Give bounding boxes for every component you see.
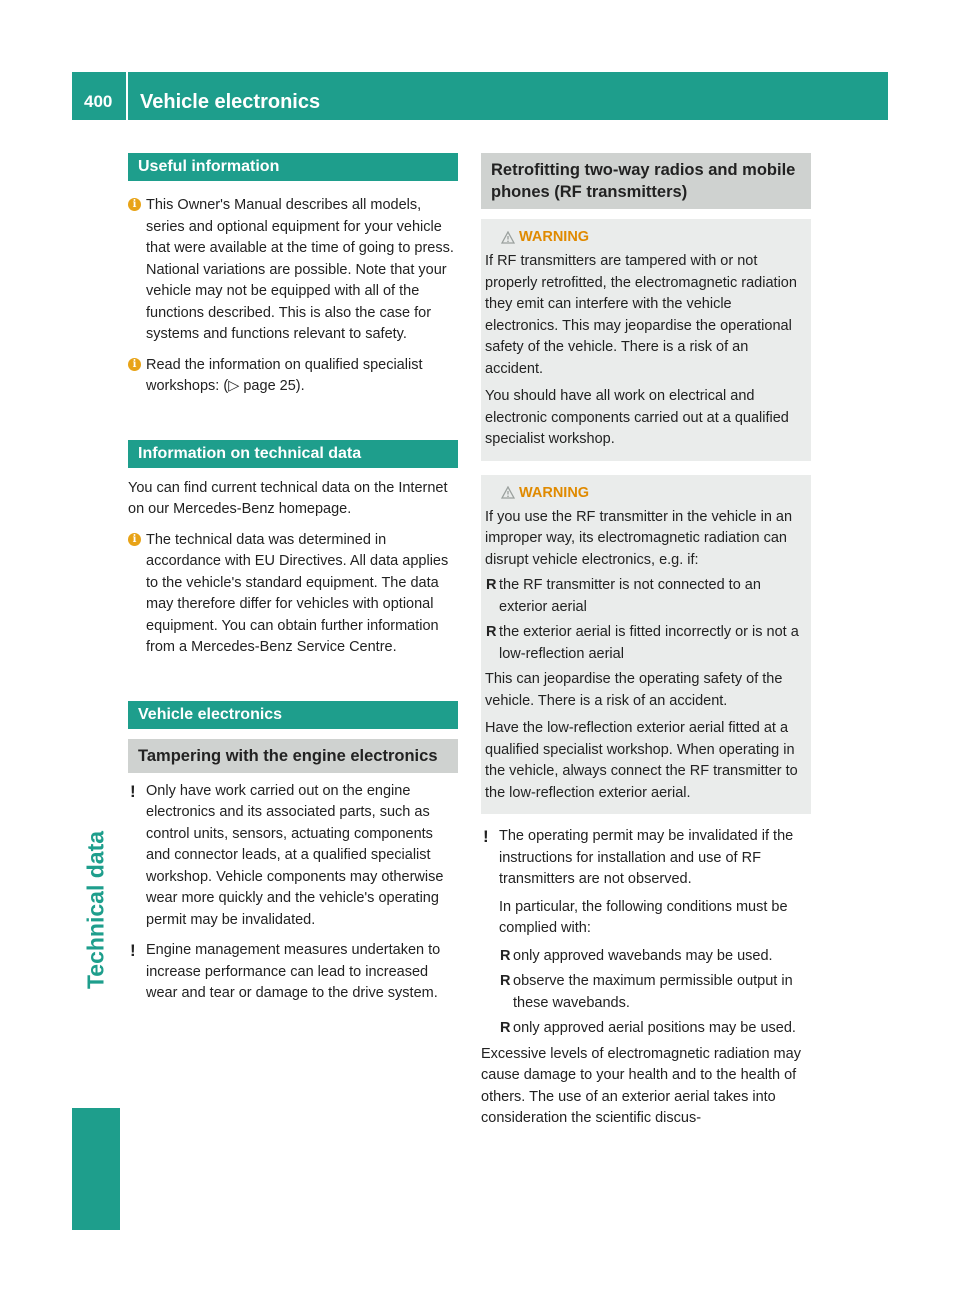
bullet-icon: R bbox=[500, 1020, 511, 1036]
bullet-icon: R bbox=[486, 577, 497, 593]
warning-triangle-icon bbox=[501, 231, 515, 244]
list-item bbox=[485, 575, 803, 618]
section-heading-vehicle-electronics: Vehicle electronics bbox=[128, 701, 458, 729]
info-note-text: Read the information on qualified specialist workshops: (▷ page 25). bbox=[146, 356, 423, 394]
page-number: 400 bbox=[84, 92, 113, 111]
info-icon: i bbox=[128, 198, 141, 211]
sidebar-section-label bbox=[76, 760, 116, 1060]
caution-note-text: Engine management measures undertaken to increase performance can lead to increased wear and tear or damage to the drive system. bbox=[146, 942, 441, 1001]
caution-note bbox=[128, 940, 458, 1005]
exclamation-icon: ! bbox=[483, 827, 489, 846]
caution-note-text: The operating permit may be invalidated if the instructions for installation and use of RF transmitters are not observed. bbox=[499, 828, 794, 887]
warning-header bbox=[501, 485, 803, 501]
sidebar-label: Technical data bbox=[82, 830, 109, 990]
caution-note-text: In particular, the following conditions must be complied with: bbox=[499, 898, 788, 936]
list-item-text: only approved aerial positions may be used. bbox=[513, 1020, 796, 1036]
bullet-icon: R bbox=[500, 973, 511, 989]
info-note bbox=[128, 530, 458, 659]
info-note bbox=[128, 355, 458, 398]
warning-text: This can jeopardise the operating safety of the vehicle. There is a risk of an accident. bbox=[485, 671, 783, 709]
exclamation-icon: ! bbox=[130, 781, 136, 801]
info-note-text: This Owner's Manual describes all models, series and optional equipment for your vehicle that were available at the time of going to press. National variations are possible. Note that your vehicle may not be equipped with all of the functions described. This is also the case for systems and functions relevant to safety. bbox=[146, 197, 454, 342]
technical-data-paragraph: You can find current technical data on the Internet on our Mercedes-Benz homepage. bbox=[128, 479, 448, 517]
warning-label: WARNING bbox=[519, 484, 590, 501]
subsection-heading-tampering: Tampering with the engine electronics bbox=[128, 739, 458, 773]
caution-note bbox=[481, 826, 811, 1040]
left-column bbox=[128, 153, 458, 1005]
sidebar-tab bbox=[72, 1108, 120, 1230]
list-item-text: observe the maximum permissible output in these wavebands. bbox=[513, 973, 793, 1011]
info-note-text: The technical data was determined in accordance with EU Directives. All data applies to the vehicle's standard equipment. The data may therefore differ for vehicles with optional equipment. You can obtain further information from a Mercedes-Benz Service Centre. bbox=[146, 531, 449, 655]
list-item bbox=[499, 946, 811, 968]
list-item-text: only approved wavebands may be used. bbox=[513, 947, 773, 964]
warning-header bbox=[501, 229, 803, 245]
list-item bbox=[499, 1018, 811, 1040]
header-divider bbox=[126, 72, 128, 120]
bullet-icon: R bbox=[486, 624, 497, 640]
list-item bbox=[485, 622, 803, 665]
caution-note bbox=[128, 781, 458, 932]
warning-text: If RF transmitters are tampered with or not properly retrofitted, the electromagnetic radiation they emit can interfere with the vehicle electronics. This may jeopardise the operational safety of the vehicle. There is a risk of an accident. bbox=[485, 253, 797, 377]
section-heading-useful-information: Useful information bbox=[128, 153, 458, 181]
radiation-paragraph: Excessive levels of electromagnetic radiation may cause damage to your health and to the health of others. The use of an exterior aerial takes into consideration the scientific discus- bbox=[481, 1045, 801, 1126]
info-note bbox=[128, 195, 458, 346]
section-heading-technical-data: Information on technical data bbox=[128, 440, 458, 468]
list-item-text: the RF transmitter is not connected to an exterior aerial bbox=[499, 577, 761, 615]
warning-box bbox=[481, 219, 811, 461]
header-title: Vehicle electronics bbox=[140, 91, 321, 113]
warning-text: If you use the RF transmitter in the vehicle in an improper way, its electromagnetic radiation can disrupt vehicle electronics, e.g. if: bbox=[485, 508, 793, 568]
caution-note-text: Only have work carried out on the engine electronics and its associated parts, such as control units, sensors, actuating components and connector leads, at a qualified specialist workshop. Vehicle components may otherwise wear more quickly and the vehicle's operating permit may be invalidated. bbox=[146, 782, 444, 928]
info-icon: i bbox=[128, 533, 141, 546]
caution-bullet-list bbox=[499, 946, 811, 1040]
right-column bbox=[481, 153, 811, 1130]
warning-triangle-icon bbox=[501, 486, 515, 499]
list-item-text: the exterior aerial is fitted incorrectly or is not a low-reflection aerial bbox=[499, 624, 799, 662]
warning-box bbox=[481, 475, 811, 815]
warning-text: You should have all work on electrical and electronic components carried out at a qualified specialist workshop. bbox=[485, 388, 789, 447]
section-heading-retrofitting: Retrofitting two-way radios and mobile phones (RF transmitters) bbox=[481, 153, 811, 209]
page-header bbox=[72, 72, 888, 120]
warning-label: WARNING bbox=[519, 229, 590, 245]
warning-text: Have the low-reflection exterior aerial fitted at a qualified specialist workshop. When operating in the vehicle, always connect the RF transmitter to the low-reflection exterior aerial. bbox=[485, 720, 798, 801]
list-item bbox=[499, 971, 811, 1014]
warning-bullet-list bbox=[485, 575, 803, 665]
exclamation-icon: ! bbox=[130, 941, 136, 960]
info-icon: i bbox=[128, 358, 141, 371]
bullet-icon: R bbox=[500, 947, 511, 964]
